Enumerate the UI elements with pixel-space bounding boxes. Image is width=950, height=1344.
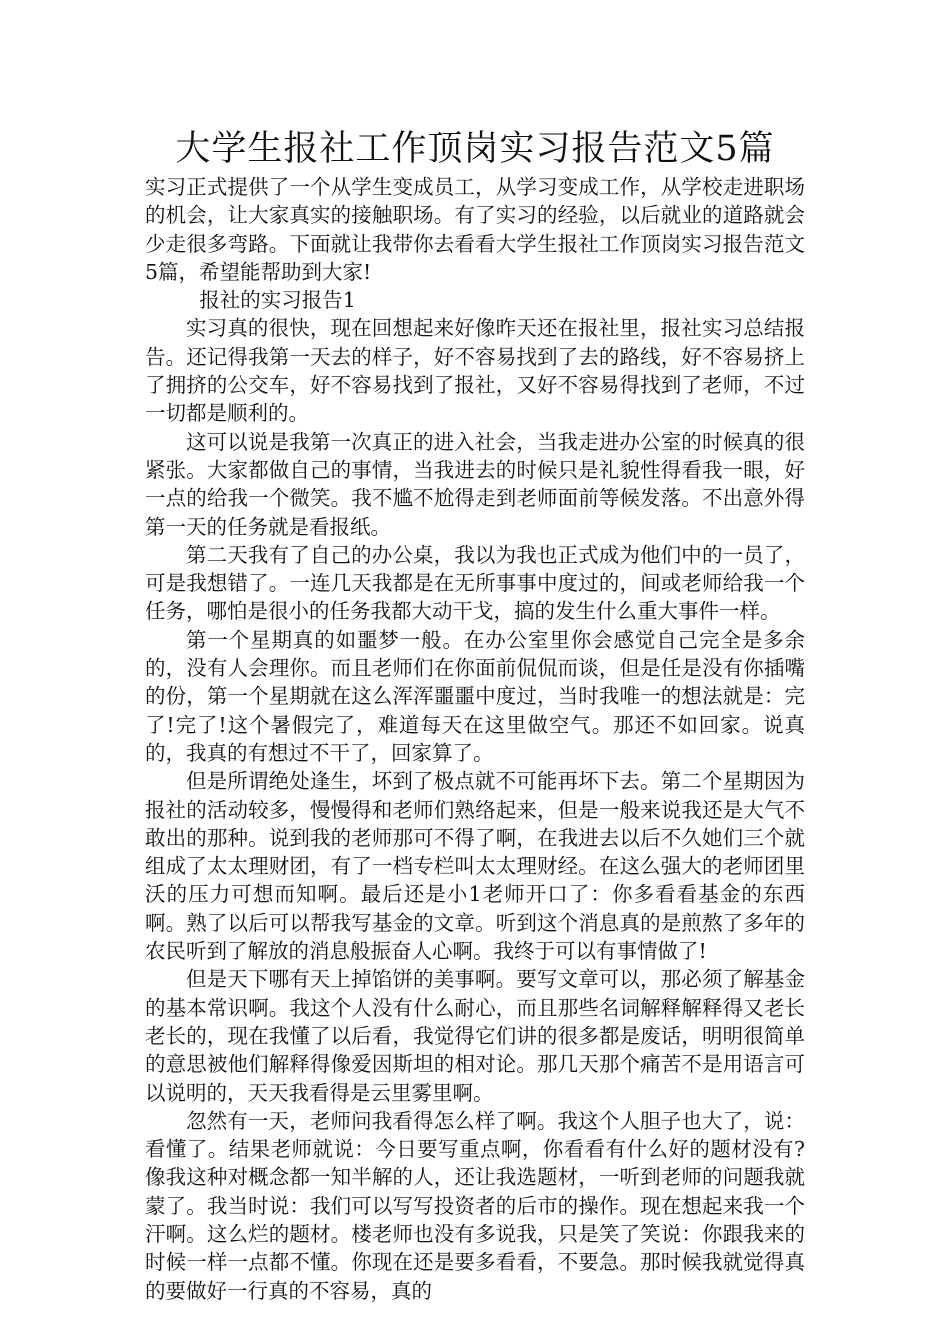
body-paragraph: 这可以说是我第一次真正的进入社会，当我走进办公室的时候真的很紧张。大家都做自己的事情，当我进去的时候只是礼貌性得看我一眼，好一点的给我一个微笑。我不尴不尬得走到老师面前等候发落。不出意外得第一天的任务就是看报纸。 [145, 429, 805, 539]
body-paragraph: 第一个星期真的如噩梦一般。在办公室里你会感觉自己完全是多余的，没有人会理你。而且老师们在你面前侃侃而谈，但是任是没有你插嘴的份，第一个星期就在这么浑浑噩噩中度过，当时我唯一的想法就是：完了!完了!这个暑假完了，难道每天在这里做空气。那还不如回家。说真的，我真的有想过不干了，回家算了。 [145, 627, 805, 765]
section-heading: 报社的实习报告1 [199, 288, 356, 313]
intro-paragraph: 实习正式提供了一个从学生变成员工，从学习变成工作，从学校走进职场的机会，让大家真实的接触职场。有了实习的经验，以后就业的道路就会少走很多弯路。下面就让我带你去看看大学生报社工作顶岗实习报告范文5篇，希望能帮助到大家! [145, 175, 805, 284]
document-body [145, 173, 805, 1305]
body-paragraph: 第二天我有了自己的办公桌，我以为我也正式成为他们中的一员了，可是我想错了。一连几天我都是在无所事事中度过的，间或老师给我一个任务，哪怕是很小的任务我都大动干戈，搞的发生什么重大事件一样。 [145, 542, 805, 624]
body-paragraph: 但是天下哪有天上掉馅饼的美事啊。要写文章可以，那必须了解基金的基本常识啊。我这个人没有什么耐心，而且那些名词解释解释得又老长老长的，现在我懂了以后看，我觉得它们讲的很多都是废话，明明很简单的意思被他们解释得像爱因斯坦的相对论。那几天那个痛苦不是用语言可以说明的，天天我看得是云里雾里啊。 [145, 967, 805, 1105]
body-paragraph: 忽然有一天，老师问我看得怎么样了啊。我这个人胆子也大了，说：看懂了。结果老师就说：今日要写重点啊，你看看有什么好的题材没有?像我这种对概念都一知半解的人，还让我选题材，一听到老师的问题我就蒙了。我当时说：我们可以写写投资者的后市的操作。现在想起来我一个汗啊。这么烂的题材。楼老师也没有多说我，只是笑了笑说：你跟我来的时候一样一点都不懂。你现在还是要多看看，不要急。那时候我就觉得真的要做好一行真的不容易，真的 [145, 1108, 805, 1303]
body-paragraph: 但是所谓绝处逢生，坏到了极点就不可能再坏下去。第二个星期因为报社的活动较多，慢慢得和老师们熟络起来，但是一般来说我还是大气不敢出的那种。说到我的老师那可不得了啊，在我进去以后不久她们三个就组成了太太理财团，有了一档专栏叫太太理财经。在这么强大的老师团里沃的压力可想而知啊。最后还是小1老师开口了：你多看看基金的东西啊。熟了以后可以帮我写基金的文章。听到这个消息真的是煎熬了多年的农民听到了解放的消息般振奋人心啊。我终于可以有事情做了! [145, 769, 805, 964]
body-paragraph: 实习真的很快，现在回想起来好像昨天还在报社里，报社实习总结报告。还记得我第一天去的样子，好不容易找到了去的路线，好不容易挤上了拥挤的公交车，好不容易找到了报社，又好不容易得找到了老师，不过一切都是顺利的。 [145, 316, 805, 426]
document-title: 大学生报社工作顶岗实习报告范文5篇 [175, 129, 775, 169]
